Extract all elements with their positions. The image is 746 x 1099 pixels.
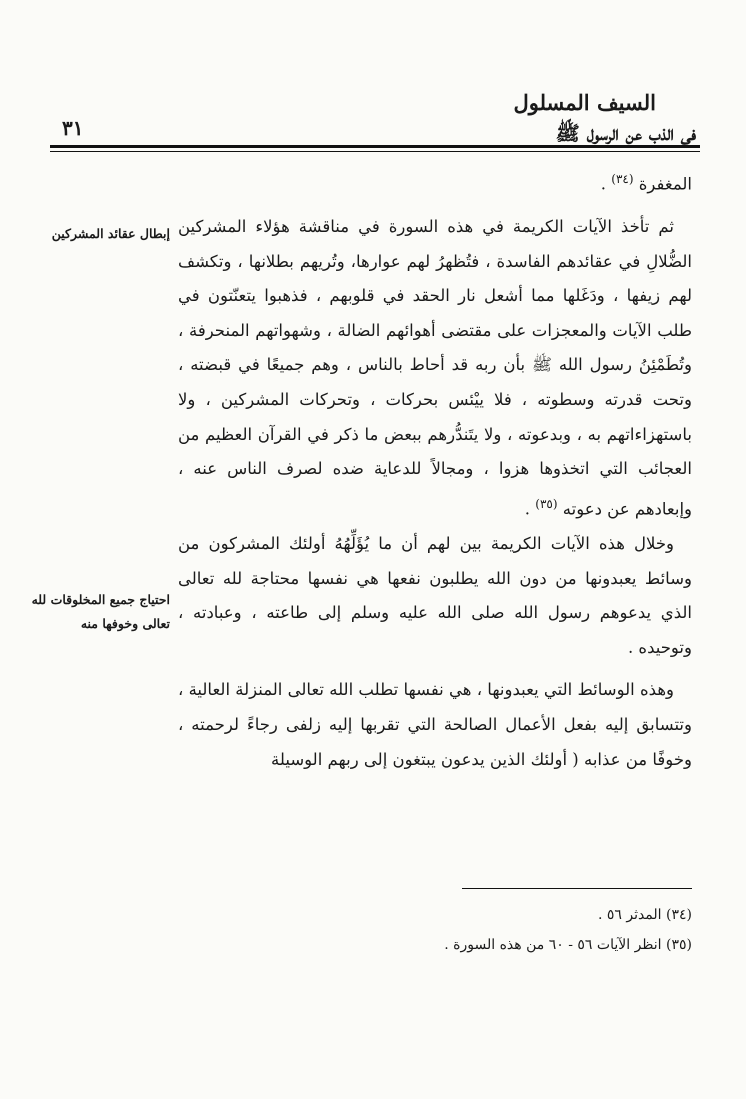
footnote-ref-35: (٣٥) [535, 496, 558, 511]
page-number: ٣١ [62, 116, 84, 140]
main-text [178, 162, 692, 777]
footnote-ref-34: (٣٤) [611, 172, 634, 186]
footnotes [300, 900, 692, 960]
paragraph: وخلال هذه الآيات الكريمة بين لهم أن ما يُؤَلِّهُهُ أولئك المشركون من وسائط يعبدونها من دون الله يطلبون نفعها هي نفسها محتاجة لله تعالى الذي يدعوهم رسول الله صلى الله عليه وسلم إلى طاعته ، وعبادته ، وتوحيده . [178, 533, 692, 657]
margin-note: إبطال عقائد المشركين [51, 226, 170, 241]
paragraph: ثم تأخذ الآيات الكريمة في هذه السورة في مناقشة هؤلاء المشركين الضُّلالِ في عقائدهم الفاسدة ، فتُظهرُ لهم عوارها، وتُريهم بطلانها ، وتكشف لهم زيفها ، ودَغَلها مما أشعل نار الحقد في قلوبهم ، فذهبوا يتعنّتون في طلب الآيات والمعجزات على مقتضى أهوائهم الضالة ، وشهواتهم المنحرفة ، وتُطَمْئِنُ رسول الله ﷺ بأن ربه قد أحاط بالناس ، وهم جميعًا في قبضته ، وتحت قدرته وسطوته ، فلا ييْئس بحركات ، وتحركات المشركين ، ولا باستهزاءاتهم به ، وبدعوته ، ولا يتَندُّرهم ببعض ما ذكر في القرآن العظيم من العجائب التي اتخذوها هزوا ، ومجالاً للدعاية ضده لصرف الناس عنه ، وإبعادهم عن دعوته $^{(٣٥)}$ . [178, 217, 692, 519]
paragraph: وهذه الوسائط التي يعبدونها ، هي نفسها تطلب الله تعالى المنزلة العالية ، وتتسابق إليه بفعل الأعمال الصالحة التي تقربها إليه زلفى رجاءً لرحمته ، وخوفًا من عذابه ( أولئك الذين يدعون يبتغون إلى ربهم الوسيلة [178, 680, 692, 769]
footnote: (٣٤) المدثر ٥٦ . [597, 907, 692, 923]
book-title-line1: السيف المسلول [513, 90, 656, 115]
margin-note: احتياج جميع المخلوقات لله تعالى وخوفها منه [31, 592, 170, 631]
paragraph-text: ثم تأخذ الآيات الكريمة في هذه السورة في مناقشة هؤلاء المشركين الضُّلالِ في عقائدهم الفاسدة ، فتُظهرُ لهم عوارها، وتُريهم بطلانها ، وتكشف لهم زيفها ، ودَغَلها مما أشعل نار الحقد في قلوبهم ، فذهبوا يتعنّتون في طلب الآيات والمعجزات على مقتضى أهوائهم الضالة ، وشهواتهم المنحرفة ، وتُطَمْئِنُ رسول الله ﷺ بأن ربه قد أحاط بالناس ، وهم جميعًا في قبضته ، وتحت قدرته وسطوته ، فلا ييْئس بحركات ، وتحركات المشركين ، ولا باستهزاءاتهم به ، وبدعوته ، ولا يتَندُّرهم ببعض ما ذكر في القرآن العظيم من العجائب التي اتخذوها هزوا ، ومجالاً للدعاية ضده لصرف الناس عنه ، وإبعادهم عن دعوته [178, 217, 692, 519]
footnote-rule [462, 888, 692, 889]
header-rule-thin [50, 151, 700, 152]
book-title-line2: في الذب عن الرسول ﷺ [555, 121, 696, 145]
paragraph-text: المغفرة [638, 174, 692, 194]
footnote: (٣٥) انظر الآيات ٥٦ - ٦٠ من هذه السورة . [444, 937, 692, 953]
running-head [396, 88, 696, 148]
paragraph-continued: المغفرة $^{(٣٤)}$ . [600, 172, 692, 194]
header-rule-thick [50, 145, 700, 148]
